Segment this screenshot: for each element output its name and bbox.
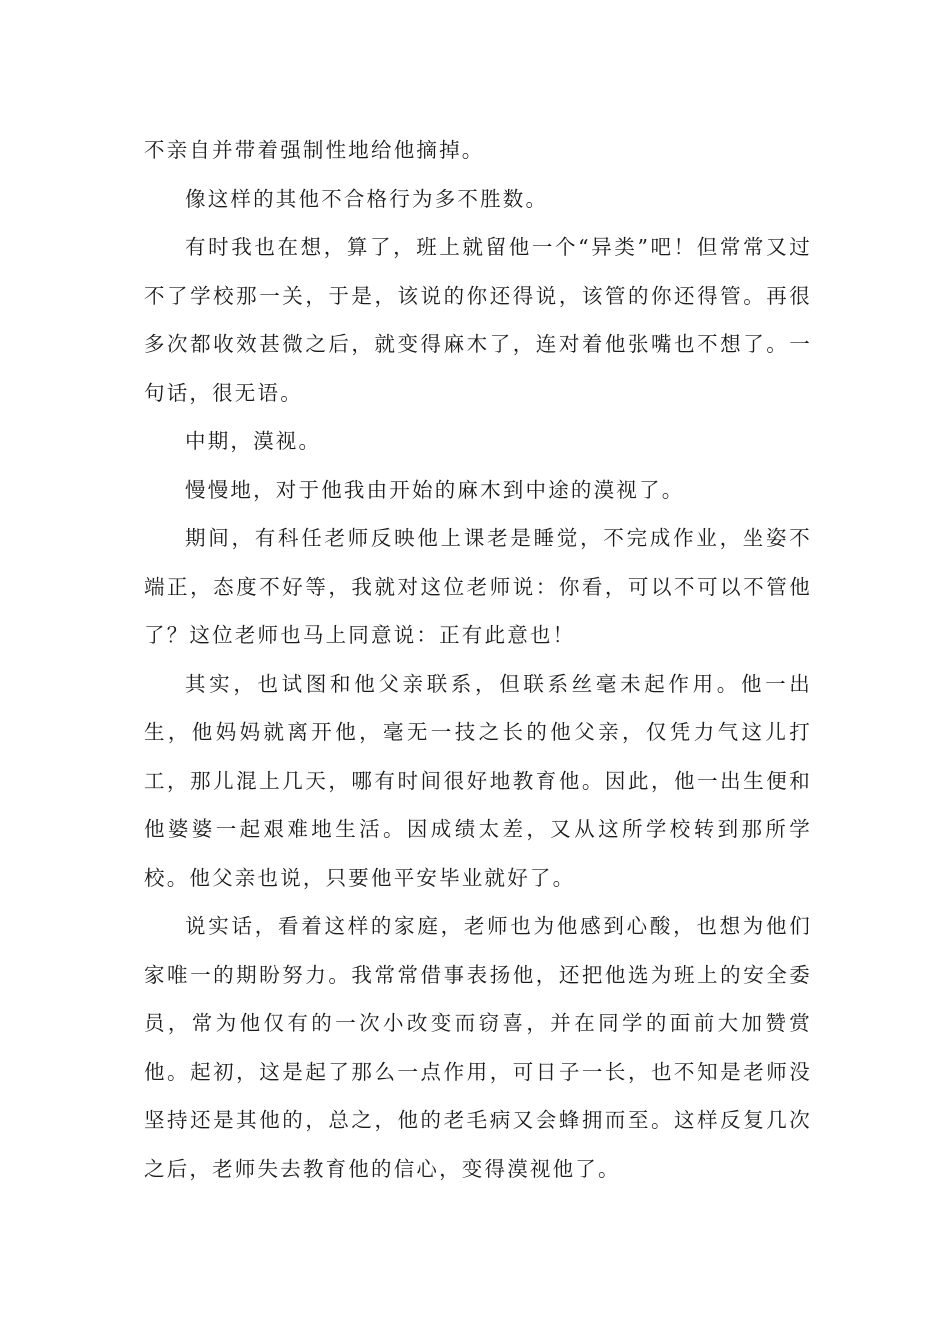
paragraph: 慢慢地，对于他我由开始的麻木到中途的漠视了。 — [185, 477, 685, 502]
paragraph: 有时我也在想，算了，班上就留他一个“异类”吧！但常常又过不了学校那一关，于是，该说的你还得说，该管的你还得管。再很多次都收效甚微之后，就变得麻木了，连对着他张嘴也不想了。一句话，很无语。 — [144, 235, 812, 405]
paragraph: 像这样的其他不合格行为多不胜数。 — [185, 186, 549, 211]
paragraph: 期间，有科任老师反映他上课老是睡觉，不完成作业，坐姿不端正，态度不好等，我就对这位老师说：你看，可以不可以不管他了？这位老师也马上同意说：正有此意也！ — [144, 526, 812, 647]
section-heading: 中期，漠视。 — [185, 429, 322, 453]
paragraph: 说实话，看着这样的家庭，老师也为他感到心酸，也想为他们家唯一的期盼努力。我常常借事表扬他，还把他选为班上的安全委员，常为他仅有的一次小改变而窃喜，并在同学的面前大加赞赏他。起初，这是起了那么一点作用，可日子一长，也不知是老师没坚持还是其他的，总之，他的老毛病又会蜂拥而至。这样反复几次之后，老师失去教育他的信心，变得漠视他了。 — [144, 914, 812, 1181]
paragraph-continuation: 不亲自并带着强制性地给他摘掉。 — [144, 138, 485, 162]
document-body — [144, 126, 812, 1193]
paragraph: 其实，也试图和他父亲联系，但联系丝毫未起作用。他一出生，他妈妈就离开他，毫无一技之长的他父亲，仅凭力气这儿打工，那儿混上几天，哪有时间很好地教育他。因此，他一出生便和他婆婆一起艰难地生活。因成绩太差，又从这所学校转到那所学校。他父亲也说，只要他平安毕业就好了。 — [144, 671, 812, 890]
